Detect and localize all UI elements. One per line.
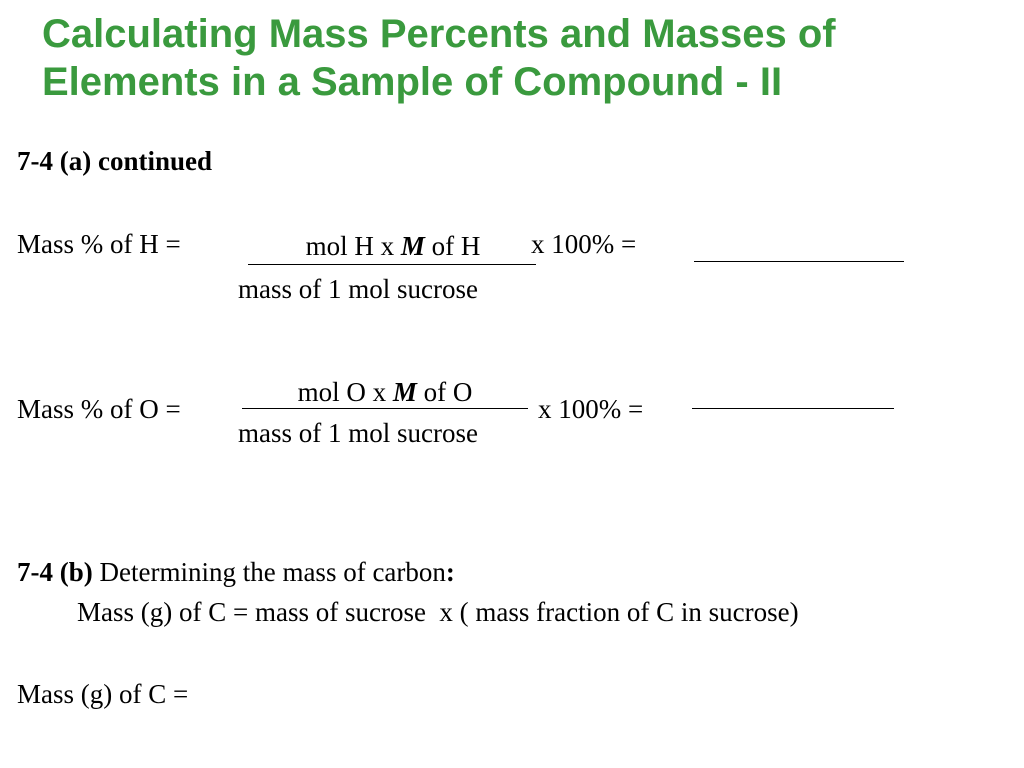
carbon-mass-result-label: Mass (g) of C = — [17, 679, 189, 709]
part-a-heading: 7-4 (a) continued — [17, 146, 212, 176]
mass-percent-h-numerator — [248, 230, 538, 262]
mass-percent-o-multiplier: x 100% = — [538, 394, 644, 424]
numerator-h-prefix: mol H x — [305, 231, 401, 261]
numerator-o-suffix: of O — [416, 377, 473, 407]
numerator-h-suffix: of H — [424, 231, 481, 261]
mass-percent-h-denominator: mass of 1 mol sucrose — [238, 274, 478, 304]
mass-percent-o-numerator — [240, 376, 530, 408]
numerator-o-molar-mass-symbol: M — [392, 377, 417, 407]
slide-title-line-1: Calculating Mass Percents and Masses of — [42, 12, 836, 56]
mass-percent-o-denominator: mass of 1 mol sucrose — [238, 418, 478, 448]
part-b-heading-colon: : — [445, 557, 455, 587]
mass-percent-o-label: Mass % of O = — [17, 394, 181, 424]
numerator-h-molar-mass-symbol: M — [400, 231, 425, 261]
slide-title — [42, 10, 1002, 106]
fraction-bar-h — [248, 264, 536, 265]
carbon-mass-equation: Mass (g) of C = mass of sucrose x ( mass fraction of C in sucrose) — [77, 597, 799, 627]
numerator-o-prefix: mol O x — [297, 377, 393, 407]
part-b-heading-text: Determining the mass of carbon — [92, 557, 446, 587]
answer-blank-h[interactable] — [694, 261, 904, 262]
mass-percent-h-multiplier: x 100% = — [531, 229, 637, 259]
part-b-heading-number: 7-4 (b) — [17, 557, 93, 587]
answer-blank-o[interactable] — [692, 408, 894, 409]
mass-percent-h-label: Mass % of H = — [17, 229, 181, 259]
part-b-heading — [17, 556, 455, 588]
fraction-bar-o — [242, 408, 528, 409]
slide-title-line-2: Elements in a Sample of Compound - II — [42, 60, 783, 104]
